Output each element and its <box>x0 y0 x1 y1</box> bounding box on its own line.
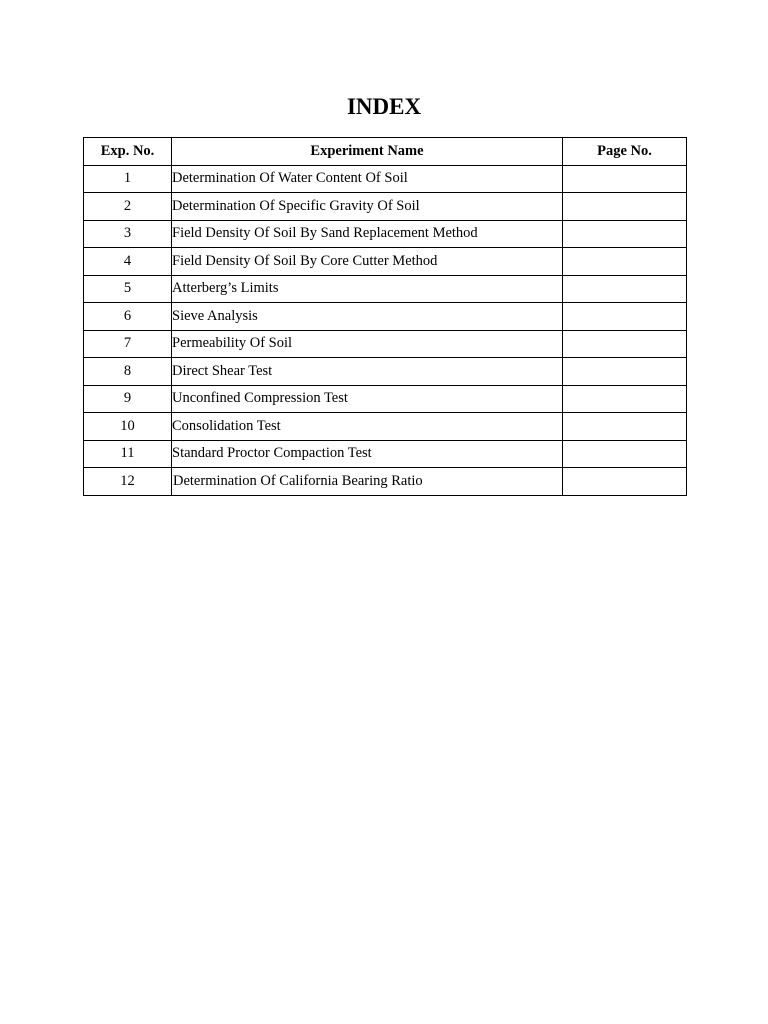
experiment-name-cell: Consolidation Test <box>172 413 563 441</box>
page-no-cell <box>563 413 687 441</box>
experiment-name-cell: Field Density Of Soil By Sand Replacement Method <box>172 220 563 248</box>
exp-no-cell: 7 <box>84 330 172 358</box>
experiment-name-cell: Field Density Of Soil By Core Cutter Method <box>172 248 563 276</box>
page-no-cell <box>563 275 687 303</box>
page-title: INDEX <box>346 94 422 119</box>
exp-no-cell: 9 <box>84 385 172 413</box>
page-no-cell <box>563 303 687 331</box>
exp-no-cell: 6 <box>84 303 172 331</box>
exp-no-cell: 11 <box>84 440 172 468</box>
exp-no-cell: 10 <box>84 413 172 441</box>
header-exp-no: Exp. No. <box>84 138 172 166</box>
table-row <box>84 385 687 413</box>
page-no-cell <box>563 193 687 221</box>
table-row <box>84 303 687 331</box>
experiment-name-cell: Unconfined Compression Test <box>172 385 563 413</box>
table-row <box>84 413 687 441</box>
table-row <box>84 275 687 303</box>
exp-no-cell: 1 <box>84 165 172 193</box>
exp-no-cell: 2 <box>84 193 172 221</box>
table-row <box>84 330 687 358</box>
exp-no-cell: 3 <box>84 220 172 248</box>
experiment-name-cell: Determination Of Specific Gravity Of Soil <box>172 193 563 221</box>
experiment-name-cell: Direct Shear Test <box>172 358 563 386</box>
experiment-name-cell: Determination Of Water Content Of Soil <box>172 165 563 193</box>
table-row <box>84 248 687 276</box>
experiment-name-cell: Atterberg’s Limits <box>172 275 563 303</box>
page-no-cell <box>563 330 687 358</box>
table-row <box>84 468 687 496</box>
experiment-name-cell: Determination Of California Bearing Ratio <box>172 468 563 496</box>
table-row <box>84 358 687 386</box>
experiment-name-cell: Permeability Of Soil <box>172 330 563 358</box>
header-experiment-name: Experiment Name <box>172 138 563 166</box>
page-no-cell <box>563 358 687 386</box>
experiment-name-cell: Standard Proctor Compaction Test <box>172 440 563 468</box>
exp-no-cell: 8 <box>84 358 172 386</box>
page-no-cell <box>563 220 687 248</box>
page-no-cell <box>563 248 687 276</box>
header-page-no: Page No. <box>563 138 687 166</box>
table-row <box>84 165 687 193</box>
experiment-name-cell: Sieve Analysis <box>172 303 563 331</box>
exp-no-cell: 4 <box>84 248 172 276</box>
page-no-cell <box>563 165 687 193</box>
page-no-cell <box>563 385 687 413</box>
exp-no-cell: 5 <box>84 275 172 303</box>
page-no-cell <box>563 440 687 468</box>
exp-no-cell: 12 <box>84 468 172 496</box>
table-row <box>84 193 687 221</box>
index-table <box>83 137 687 496</box>
page-no-cell <box>563 468 687 496</box>
table-row <box>84 220 687 248</box>
table-row <box>84 440 687 468</box>
table-header-row <box>84 138 687 166</box>
